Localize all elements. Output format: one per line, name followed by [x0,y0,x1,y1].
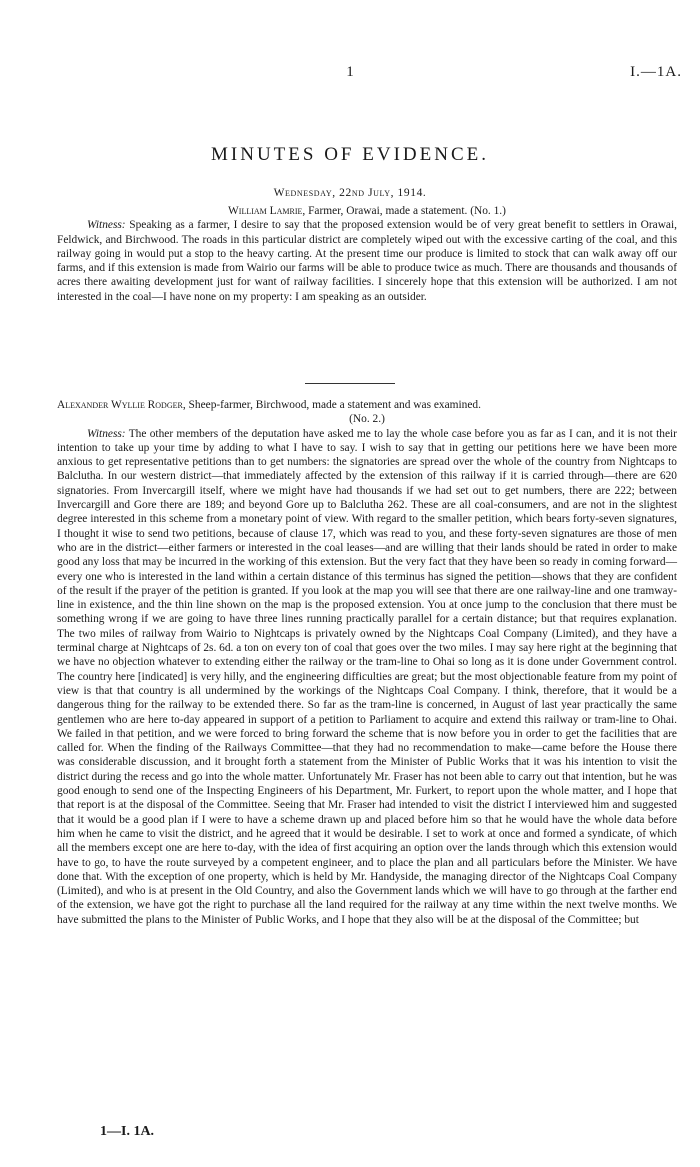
witness-1-statement [57,218,677,304]
statement-2 [57,398,677,927]
statement-1 [57,204,677,304]
witness-1-heading [57,204,677,218]
section-divider [305,383,395,384]
hearing-date: Wednesday, 22nd July, 1914. [273,187,427,199]
witness-1-description: Farmer, Orawai, made a statement. (No. 1.) [308,205,506,217]
footer-reference: 1—I. 1A. [100,1124,155,1139]
witness-2-label: Witness: [87,427,126,440]
witness-2-heading [57,398,677,412]
witness-1-text: Speaking as a farmer, I desire to say that the proposed extension would be of very great benefit to settlers in Orawai, Feldwick, and Birchwood. The roads in this particular district are completely wiped out with the excessive carting of the coal, and this railway going in would put a stop to the heavy carting. At the present time our produce is limited to stock that can walk away off our farms, and if this extension is made from Wairio our farms will be able to produce twice as much. There are thousands and thousands of acres there awaiting development just for want of railway facilities. I sincerely hope that this extension will be authorized. I am not interested in the coal—I have none on my property: I am speaking as an outsider. [57,219,677,303]
witness-2-text: The other members of the deputation have asked me to lay the whole case before you as far as I can, and it is not their intention to take up your time by adding to what I have to say. I wish to say that in getting our petitions here we have been more anxious to get representative petitions than to get numbers: the signatories are spread over the whole of the country from Nightcaps to Balclutha. In our western district—that immediately affected by the extension of this railway if it is carried through—there are 620 signatories. From Invercargill itself, where we might have had thousands if we had set out to get numbers, there are 222; between Invercargill and Gore there are 189; and beyond Gore up to Balclutha 262. These are all coal-consumers, and are not in the slightest degree interested in this scheme from a monetary point of view. With regard to the smaller petition, which bears forty-seven signatures, I thought it wise to send two petitions, because of clause 17, which was read to you, and these forty-seven signatures are those of men who are in the district—either farmers or interested in the coal leases—and are willing that their lands should be rated in order to make good any loss that may be incurred in the working of this extension. But the very fact that they have been so ready in coming forward—every one who is interested in the land within a certain distance of this terminus has signed the petition—shows that they are confident of the result if the prayer of the petition is granted. If you look at the map you will see that there are one railway-line and one tramway-line in existence, and the thin line shown on the map is the proposed extension. You at once jump to the conclusion that there must be something wrong if we are going to have three lines running practically parallel for a certain distance; but that requires explanation. The two miles of railway from Wairio to Nightcaps is privately owned by the Nightcaps Coal Company (Limited), and they have a terminal charge at Nightcaps of 2s. 6d. a ton on every ton of coal that goes over the two miles. I may say here right at the beginning that we have no objection whatever to extending either the railway or the tram-line to Ohai so long as it is done under Government control. The country here [indicated] is very hilly, and the engineering difficulties are great; but the most objectionable feature from my point of view is that that country is all undermined by the workings of the Nightcaps Coal Company. I think, therefore, that it would be a dangerous thing for the railway to be extended there. So far as the tram-line is concerned, in August of last year practically the same gentlemen who are here to-day appeared in support of a petition to Parliament to acquire and extend this railway or tram-line to Ohai. We failed in that petition, and we were forced to bring forward the scheme that is now before you in order to get the facilities that are called for. When the finding of the Railways Committee—that they had no recommendation to make—came before the House there was considerable discussion, and it brought forth a statement from the Minister of Public Works that it was his intention to visit the district during the recess and go into the whole matter. Unfortunately Mr. Fraser has not been able to carry out that intention, but he was good enough to send one of the Inspecting Engineers of his Department, Mr. Furkert, to report upon the whole matter, and I hope that that report is at the disposal of the Committee. Seeing that Mr. Fraser had intended to visit the district I interviewed him and suggested that it would be a good plan if I were to have a scheme drawn up and placed before him so that he would have the whole data before him when he came to visit the district, and he agreed that it would be desirable. I set to work at once and formed a syndicate, of which all the members except one are here to-day, with the idea of first acquiring an option over the lands through which this extension would have to go, to have the route surveyed by a competent engineer, and to place the plan and all particulars before the Minister. We have done that. With the exception of one property, which is held by Mr. Handyside, the managing director of the Nightcaps Coal Company (Limited), and who is at present in the Old Country, and also the Government lands which we will have to go through at the farther end of the extension, we have got the right to purchase all the land required for the railway at any time within the next twelve months. We have submitted the plans to the Minister of Public Works, and I hope that they also will be at the disposal of the Committee; but [57,427,677,926]
witness-2-number: (No. 2.) [349,413,385,426]
witness-2-statement [57,427,677,927]
witness-1-label: Witness: [87,219,126,232]
witness-1-name: William Lamrie, [228,205,306,217]
paper-reference: I.—1A. [630,64,682,80]
witness-2-description: Sheep-farmer, Birchwood, made a statement and was examined. [188,399,481,411]
document-title: MINUTES OF EVIDENCE. [211,144,489,165]
page-number: 1 [346,64,354,80]
witness-2-name: Alexander Wyllie Rodger, [57,399,186,411]
